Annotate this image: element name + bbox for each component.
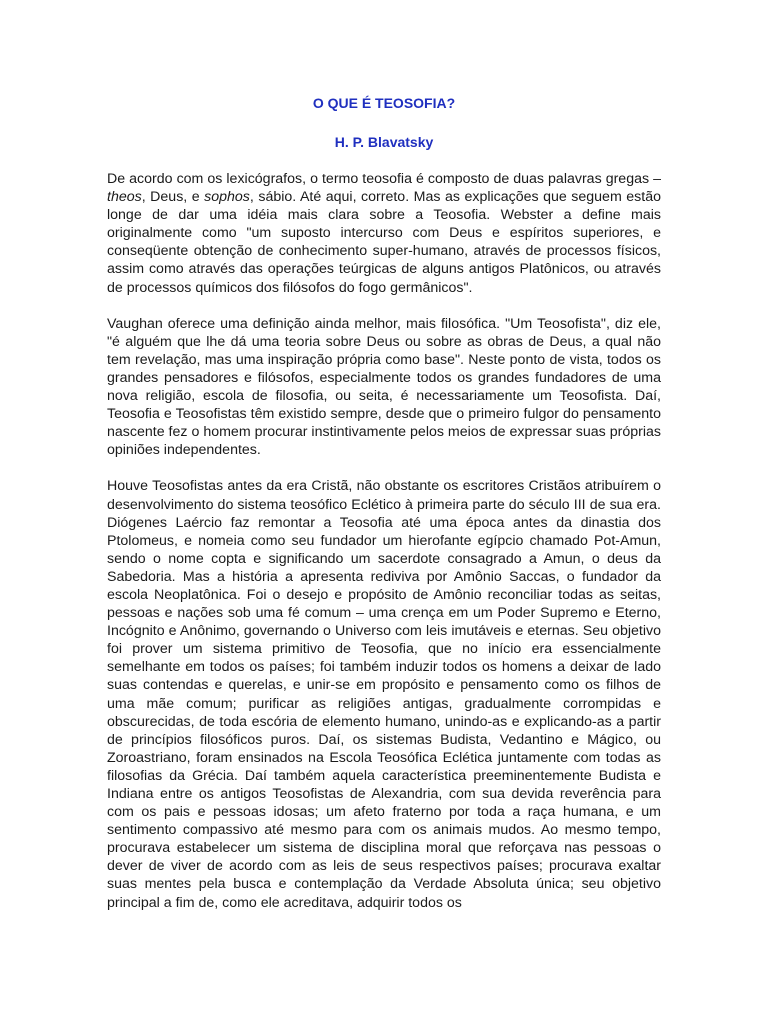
paragraph-1-part-e: , sábio. Até aqui, correto. Mas as explicações que seguem estão longe de dar uma idéia mais clara sobre a Teosofia. Webster a define mais originalmente como "um suposto intercurso com Deus e espíritos superiores, e conseqüente obtenção de conhecimento super-humano, através de processos físicos, assim como através das operações teúrgicas de alguns antigos Platônicos, ou através de processos químicos dos filósofos do fogo germânicos". — [107, 189, 661, 296]
paragraph-1-part-c: , Deus, e — [141, 189, 205, 206]
paragraph-1 — [107, 170, 661, 297]
paragraph-3: Houve Teosofistas antes da era Cristã, não obstante os escritores Cristãos atribuírem o desenvolvimento do sistema teosófico Eclético à primeira parte do século III de sua era. Diógenes Laércio faz remontar a Teosofia até uma época antes da dinastia dos Ptolomeus, e nomeia como seu fundador um hierofante egípcio chamado Pot-Amun, sendo o nome copta e significando um sacerdote consagrado a Amun, o deus da Sabedoria. Mas a história a apresenta rediviva por Amônio Saccas, o fundador da escola Neoplatônica. Foi o desejo e propósito de Amônio reconciliar todas as seitas, pessoas e nações sob uma fé comum – uma crença em um Poder Supremo e Eterno, Incógnito e Anônimo, governando o Universo com leis imutáveis e eternas. Seu objetivo foi prover um sistema primitivo de Teosofia, que no início era essencialmente semelhante em todos os países; foi também induzir todos os homens a deixar de lado suas contendas e querelas, e unir-se em propósito e pensamento como os filhos de uma mãe comum; purificar as religiões antigas, gradualmente corrompidas e obscurecidas, de toda escória de elemento humano, unindo-as e explicando-as a partir de princípios filosóficos puros. Daí, os sistemas Budista, Vedantino e Mágico, ou Zoroastriano, foram ensinados na Escola Teosófica Eclética juntamente com todas as filosofias da Grécia. Daí também aquela característica preeminentemente Budista e Indiana entre os antigos Teosofistas de Alexandria, com sua devida reverência para com os pais e pessoas idosas; um afeto fraterno por toda a raça humana, e um sentimento compassivo até mesmo para com os animais mudos. Ao mesmo tempo, procurava estabelecer um sistema de disciplina moral que reforçava nas pessoas o dever de viver de acordo com as leis de seus respectivos países; procurava exaltar suas mentes pela busca e contemplação da Verdade Absoluta única; seu objetivo principal a fim de, como ele acreditava, adquirir todos os — [107, 478, 661, 911]
paragraph-1-theos: theos — [107, 189, 142, 206]
document-author: H. P. Blavatsky — [334, 134, 434, 150]
document-title: O QUE É TEOSOFIA? — [312, 95, 456, 111]
paragraph-1-part-a: De acordo com os lexicógrafos, o termo teosofia é composto de duas palavras gregas – — [107, 171, 661, 187]
paragraph-2: Vaughan oferece uma definição ainda melhor, mais filosófica. "Um Teosofista", diz ele, "é alguém que lhe dá uma teoria sobre Deus ou sobre as obras de Deus, a qual não tem revelação, mas uma inspiração própria como base". Neste ponto de vista, todos os grandes pensadores e filósofos, especialmente todos os grandes fundadores de uma nova religião, escola de filosofia, ou seita, é necessariamente um Teosofista. Daí, Teosofia e Teosofistas têm existido sempre, desde que o primeiro fulgor do pensamento nascente fez o homem procurar instintivamente pelos meios de expressar suas próprias opiniões independentes. — [107, 315, 661, 459]
document-page — [107, 92, 661, 912]
paragraph-1-sophos: sophos — [204, 189, 250, 206]
